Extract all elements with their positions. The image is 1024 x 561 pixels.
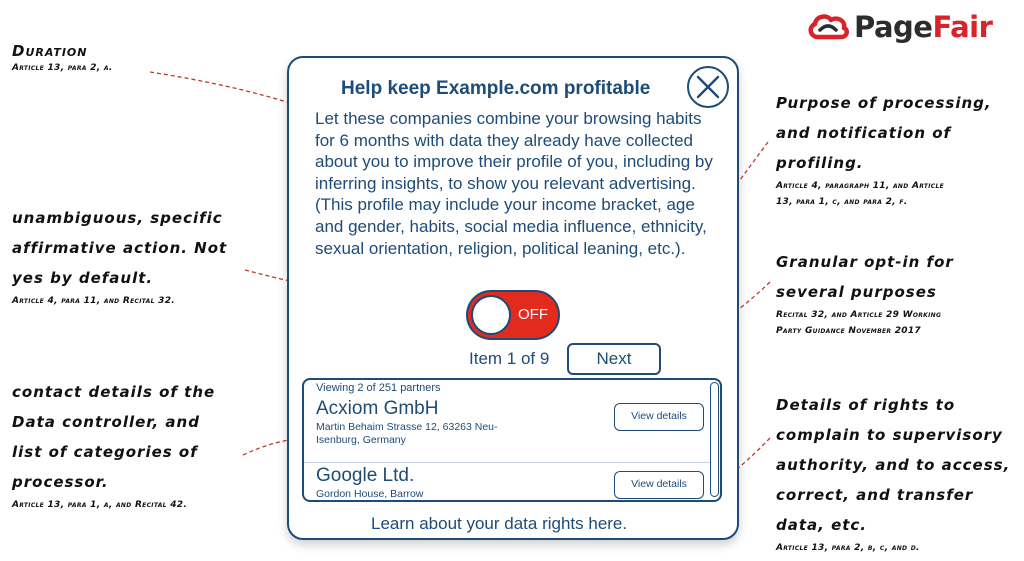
next-button[interactable]: Next — [567, 343, 661, 375]
annotation-reference: Article 13, para 1, a, and Recital 42. — [12, 500, 188, 510]
annotation-heading-line: yes by default. — [12, 269, 154, 287]
partner-address: Martin Behaim Strasse 12, 63263 Neu-Isenburg, Germany — [316, 421, 498, 446]
data-rights-link[interactable]: Learn about your data rights here. — [371, 514, 628, 533]
annotation-reference: Article 13, para 2, b, c, and d. — [776, 543, 920, 553]
logo-wordmark: PageFair — [854, 10, 993, 44]
annotation-reference: Article 4, para 11, and Recital 32. — [12, 296, 175, 306]
annotation-heading-line: Granular opt-in for — [776, 253, 954, 271]
annotation-rights — [776, 390, 1010, 556]
annotation-purpose — [776, 88, 992, 210]
partners-scrollbar[interactable] — [710, 382, 719, 497]
consent-dialog — [287, 56, 739, 540]
dialog-title: Help keep Example.com profitable — [341, 78, 651, 99]
view-details-button[interactable]: View details — [614, 471, 704, 499]
consent-toggle[interactable] — [466, 290, 560, 340]
annotation-heading-line: list of categories of — [12, 443, 198, 461]
annotation-reference-line: Party Guidance November 2017 — [776, 326, 921, 336]
pagefair-logo — [806, 10, 992, 44]
annotation-heading-line: profiling. — [776, 154, 864, 172]
annotation-reference-line: Recital 32, and Article 29 Working — [776, 310, 942, 320]
partners-header: Viewing 2 of 251 partners — [316, 382, 441, 394]
annotation-heading-line: several purposes — [776, 283, 937, 301]
annotation-controller — [12, 377, 215, 513]
annotation-granular-opt-in — [776, 247, 954, 339]
view-details-button[interactable]: View details — [614, 403, 704, 431]
toggle-knob — [471, 295, 511, 335]
annotation-heading-line: unambiguous, specific — [12, 209, 223, 227]
close-button[interactable] — [687, 66, 729, 108]
close-icon — [689, 68, 727, 106]
annotation-reference: Article 13, para 2, a. — [12, 63, 113, 73]
list-item — [304, 462, 710, 502]
annotation-reference-line: 13, para 1, c, and para 2, f. — [776, 197, 908, 207]
annotation-affirmative-action — [12, 203, 227, 309]
annotation-heading-line: data, etc. — [776, 516, 868, 534]
partner-address: Gordon House, Barrow — [316, 488, 424, 500]
annotation-heading-line: processor. — [12, 473, 109, 491]
annotation-heading-line: and notification of — [776, 124, 952, 142]
annotation-heading-line: authority, and to access, — [776, 456, 1011, 474]
partners-list[interactable] — [302, 378, 722, 502]
partner-name: Acxiom GmbH — [316, 398, 439, 419]
annotation-heading-line: affirmative action. Not — [12, 239, 228, 257]
annotation-heading-line: contact details of the — [12, 383, 216, 401]
partner-name: Google Ltd. — [316, 465, 415, 486]
annotation-heading-line: Purpose of processing, — [776, 94, 992, 112]
annotation-duration — [12, 36, 113, 76]
cloud-logo-icon — [806, 12, 850, 42]
dialog-body-text: Let these companies combine your browsing habits for 6 months with data they already have collected about you to improve their profile of you, including by inferring insights, to show you relevant advertising. (This profile may include your income bracket, age and gender, habits, social media influence, ethnicity, sexual orientation, religion, political leaning, etc.). — [315, 109, 713, 258]
annotation-heading: Duration — [12, 42, 88, 60]
annotation-heading-line: Details of rights to — [776, 396, 956, 414]
annotation-heading-line: correct, and transfer — [776, 486, 974, 504]
annotation-heading-line: complain to supervisory — [776, 426, 1003, 444]
annotation-heading-line: Data controller, and — [12, 413, 200, 431]
toggle-label: OFF — [518, 306, 548, 323]
annotation-reference-line: Article 4, paragraph 11, and Article — [776, 181, 945, 191]
item-counter: Item 1 of 9 — [469, 349, 550, 368]
